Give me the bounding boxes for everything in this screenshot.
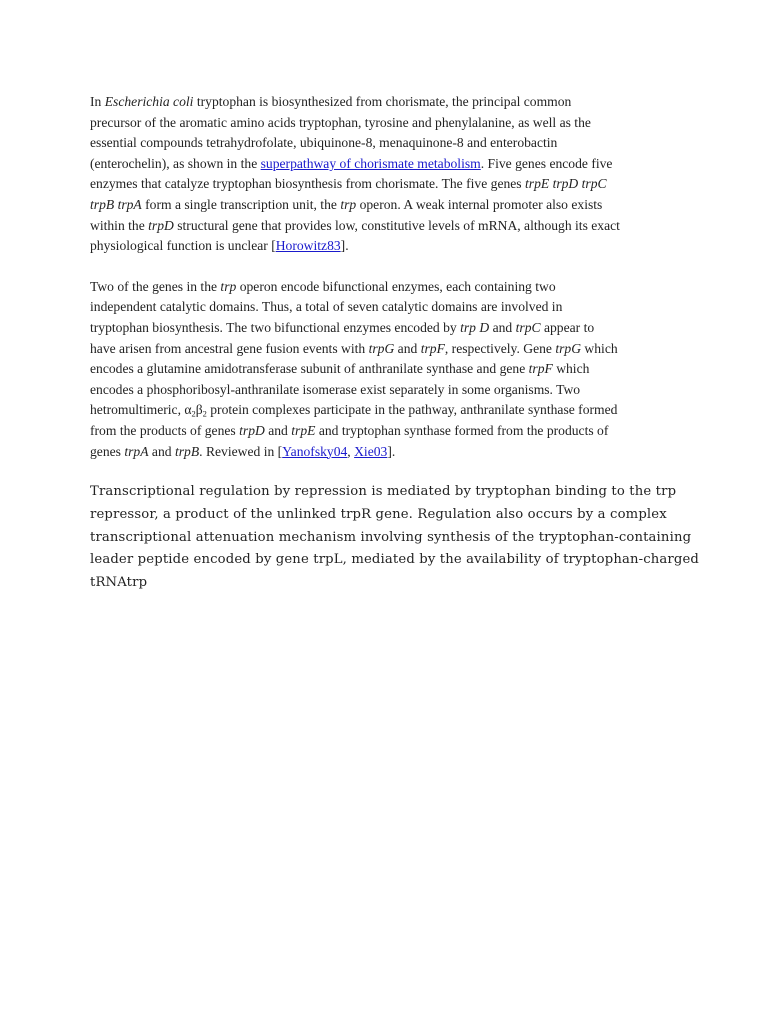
text-line: have arisen from ancestral gene fusion events with trpG and trpF, respectively. Gene trpG which: [90, 340, 618, 356]
paragraph-biosynthesis: [90, 92, 690, 257]
text-line: transcriptional attenuation mechanism involving synthesis of the tryptophan-containing: [90, 529, 692, 545]
text-line: (enterochelin), as shown in the superpathway of chorismate metabolism. Five genes encode five: [90, 155, 613, 171]
gene-name: trpA: [124, 443, 149, 459]
gene-name: trpB: [174, 443, 200, 459]
gene-name: trpG: [368, 340, 395, 356]
gene-name: trp D: [460, 319, 490, 335]
gene-name: trp: [340, 196, 357, 212]
document-page: [90, 92, 700, 595]
text-line: trpB trpA form a single transcription unit, the trp operon. A weak internal promoter also exists: [90, 196, 603, 212]
text-line: within the trpD structural gene that provides low, constitutive levels of mRNA, although its exact: [90, 217, 620, 233]
gene-name: trpG: [555, 340, 582, 356]
citation-link-yanofsky04[interactable]: Yanofsky04: [282, 443, 348, 459]
text-line: tRNAtrp: [90, 575, 148, 591]
gene-name: trpD: [148, 217, 174, 233]
text-line: independent catalytic domains. Thus, a total of seven catalytic domains are involved in: [90, 299, 563, 315]
gene-names: trpB trpA: [90, 196, 142, 212]
text-line: In Escherichia coli tryptophan is biosynthesized from chorismate, the principal common: [90, 94, 572, 109]
text-line: Two of the genes in the trp operon encode bifunctional enzymes, each containing two: [90, 278, 556, 294]
paragraph-transcriptional-regulation: [90, 481, 700, 595]
text-line: leader peptide encoded by gene trpL, mediated by the availability of tryptophan-charged: [90, 552, 700, 568]
text-line: Transcriptional regulation by repression is mediated by tryptophan binding to the trp: [90, 484, 677, 500]
text-line: encodes a phosphoribosyl-anthranilate isomerase exist separately in some organisms. Two: [90, 381, 581, 397]
gene-name: trpE: [291, 422, 316, 438]
text-line: repressor, a product of the unlinked trpR gene. Regulation also occurs by a complex: [90, 506, 667, 522]
text-line: precursor of the aromatic amino acids tryptophan, tyrosine and phenylalanine, as well as the: [90, 114, 591, 130]
text-line: from the products of genes trpD and trpE and tryptophan synthase formed from the products of: [90, 422, 609, 438]
text-line: physiological function is unclear [Horowitz83].: [90, 238, 349, 254]
subscript: 2: [191, 408, 196, 419]
superpathway-link[interactable]: superpathway of chorismate metabolism: [260, 155, 481, 171]
subscript: 2: [202, 408, 207, 419]
text-line: hetromultimeric, $\alpha_2\beta_2$ protein complexes participate in the pathway, anthranilate synthase formed: [90, 402, 618, 419]
gene-name: trpF: [420, 340, 445, 356]
text-line: tryptophan biosynthesis. The two bifunctional enzymes encoded by trp D and trpC appear to: [90, 319, 595, 335]
gene-names: trpE trpD trpC: [525, 176, 607, 192]
text-line: genes trpA and trpB. Reviewed in [Yanofsky04, Xie03].: [90, 443, 396, 459]
citation-link-xie03[interactable]: Xie03: [354, 443, 388, 459]
text-line: encodes a glutamine amidotransferase subunit of anthranilate synthase and gene trpF which: [90, 361, 590, 377]
species-name: Escherichia coli: [104, 94, 194, 109]
paragraph-bifunctional-enzymes: [90, 277, 690, 462]
gene-name: trpC: [515, 319, 541, 335]
gene-name: trpD: [239, 422, 265, 438]
citation-link-horowitz83[interactable]: Horowitz83: [275, 238, 341, 254]
text-line: enzymes that catalyze tryptophan biosynthesis from chorismate. The five genes trpE trpD trpC: [90, 176, 607, 192]
text-line: essential compounds tetrahydrofolate, ubiquinone-8, menaquinone-8 and enterobactin: [90, 135, 558, 151]
gene-name: trp: [220, 278, 237, 294]
gene-name: trpF: [528, 361, 553, 377]
